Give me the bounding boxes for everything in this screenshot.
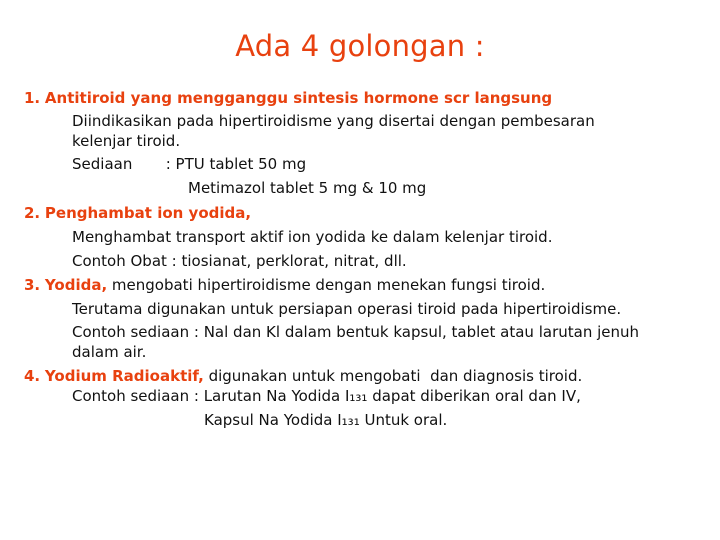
item-4-heading-tail: digunakan untuk mengobati dan diagnosis tiroid. <box>203 367 583 385</box>
item-3-number: 3. <box>24 276 41 294</box>
item-2-number: 2. <box>24 204 41 222</box>
item-2-heading-line <box>24 203 251 223</box>
item-1-heading-line <box>24 88 552 108</box>
item-1-line-4: Metimazol tablet 5 mg & 10 mg <box>188 179 427 197</box>
item-1-number: 1. <box>24 89 41 107</box>
item-1-heading: Antitiroid yang mengganggu sintesis hormone scr langsung <box>44 89 553 107</box>
page-title: Ada 4 golongan : <box>235 29 485 63</box>
item-2-line-1: Menghambat transport aktif ion yodida ke dalam kelenjar tiroid. <box>72 228 553 246</box>
item-3-line-1: Terutama digunakan untuk persiapan operasi tiroid pada hipertiroidisme. <box>72 300 622 318</box>
item-4-line-2: Kapsul Na Yodida I₁₃₁ Untuk oral. <box>204 411 448 429</box>
item-4-line-1: Contoh sediaan : Larutan Na Yodida I₁₃₁ dapat diberikan oral dan IV, <box>72 387 581 405</box>
item-4-heading-line <box>24 366 582 386</box>
item-1-line-1: Diindikasikan pada hipertiroidisme yang disertai dengan pembesaran <box>72 112 595 130</box>
item-3-line-2: Contoh sediaan : Nal dan Kl dalam bentuk kapsul, tablet atau larutan jenuh <box>72 323 640 341</box>
item-2-line-2: Contoh Obat : tiosianat, perklorat, nitrat, dll. <box>72 252 407 270</box>
item-1-line-2: kelenjar tiroid. <box>72 132 181 150</box>
item-3-heading-line <box>24 275 545 295</box>
item-4-heading: Yodium Radioaktif, <box>44 367 204 385</box>
item-2-heading: Penghambat ion yodida, <box>44 204 252 222</box>
item-3-heading-tail: mengobati hipertiroidisme dengan menekan fungsi tiroid. <box>107 276 546 294</box>
item-4-number: 4. <box>24 367 41 385</box>
item-1-line-3: Sediaan : PTU tablet 50 mg <box>72 155 307 173</box>
item-3-heading: Yodida, <box>44 276 108 294</box>
item-3-line-3: dalam air. <box>72 343 147 361</box>
